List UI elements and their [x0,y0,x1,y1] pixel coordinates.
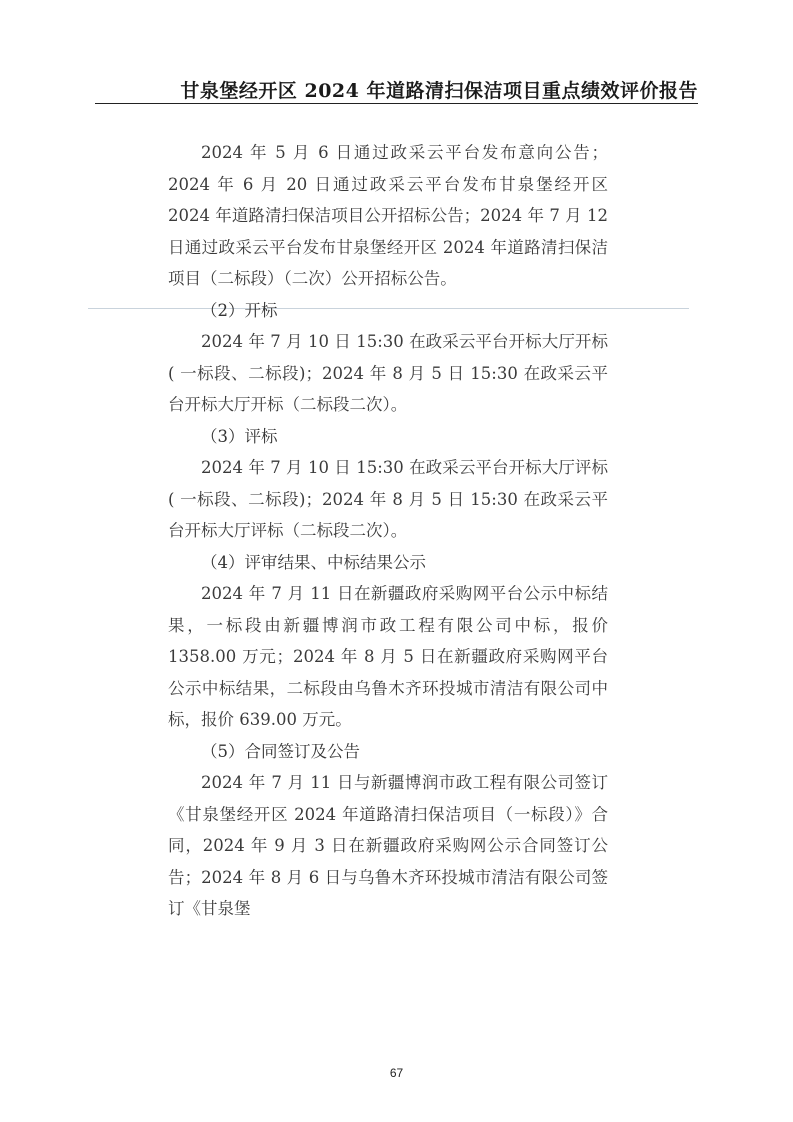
section-heading-evaluation: （3）评标 [201,426,278,446]
document-body [168,137,608,925]
paragraph-results: 2024 年 7 月 11 日在新疆政府采购网平台公示中标结果，一标段由新疆博润市政工程有限公司中标，报价 1358.00 万元；2024 年 8 月 5 日在新疆政府采购网平台公示中标结果，二标段由乌鲁木齐环投城市清洁有限公司中标，报价 639.00 万元。 [168,584,608,729]
paragraph-evaluation: 2024 年 7 月 10 日 15:30 在政采云平台开标大厅评标( 一标段、二标段)；2024 年 8 月 5 日 15:30 在政采云平台开标大厅评标（二标段二次）。 [168,458,608,540]
paragraph-contract: 2024 年 7 月 11 日与新疆博润市政工程有限公司签订《甘泉堡经开区 2024 年道路清扫保洁项目（一标段）》合同，2024 年 9 月 3 日在新疆政府采购网公示合同签订公告；2024 年 8 月 6 日与乌鲁木齐环投城市清洁有限公司签订《甘泉堡 [168,773,608,918]
section-heading-contract: （5）合同签订及公告 [201,741,360,761]
section-heading-results: （4）评审结果、中标结果公示 [201,552,426,572]
paragraph-announcement: 2024 年 5 月 6 日通过政采云平台发布意向公告；2024 年 6 月 20 日通过政采云平台发布甘泉堡经开区 2024 年道路清扫保洁项目公开招标公告；2024 年 7 月 12 日通过政采云平台发布甘泉堡经开区 2024 年道路清扫保洁项目（二标段）（二次）公开招标公告。 [168,143,608,288]
section-heading-opening: （2）开标 [201,300,278,320]
header-divider [95,103,698,104]
page-number: 67 [389,1066,404,1080]
report-header-title: 甘泉堡经开区 2024 年道路清扫保洁项目重点绩效评价报告 [180,80,698,102]
paragraph-opening: 2024 年 7 月 10 日 15:30 在政采云平台开标大厅开标( 一标段、二标段)；2024 年 8 月 5 日 15:30 在政采云平台开标大厅开标（二标段二次）。 [168,332,608,414]
